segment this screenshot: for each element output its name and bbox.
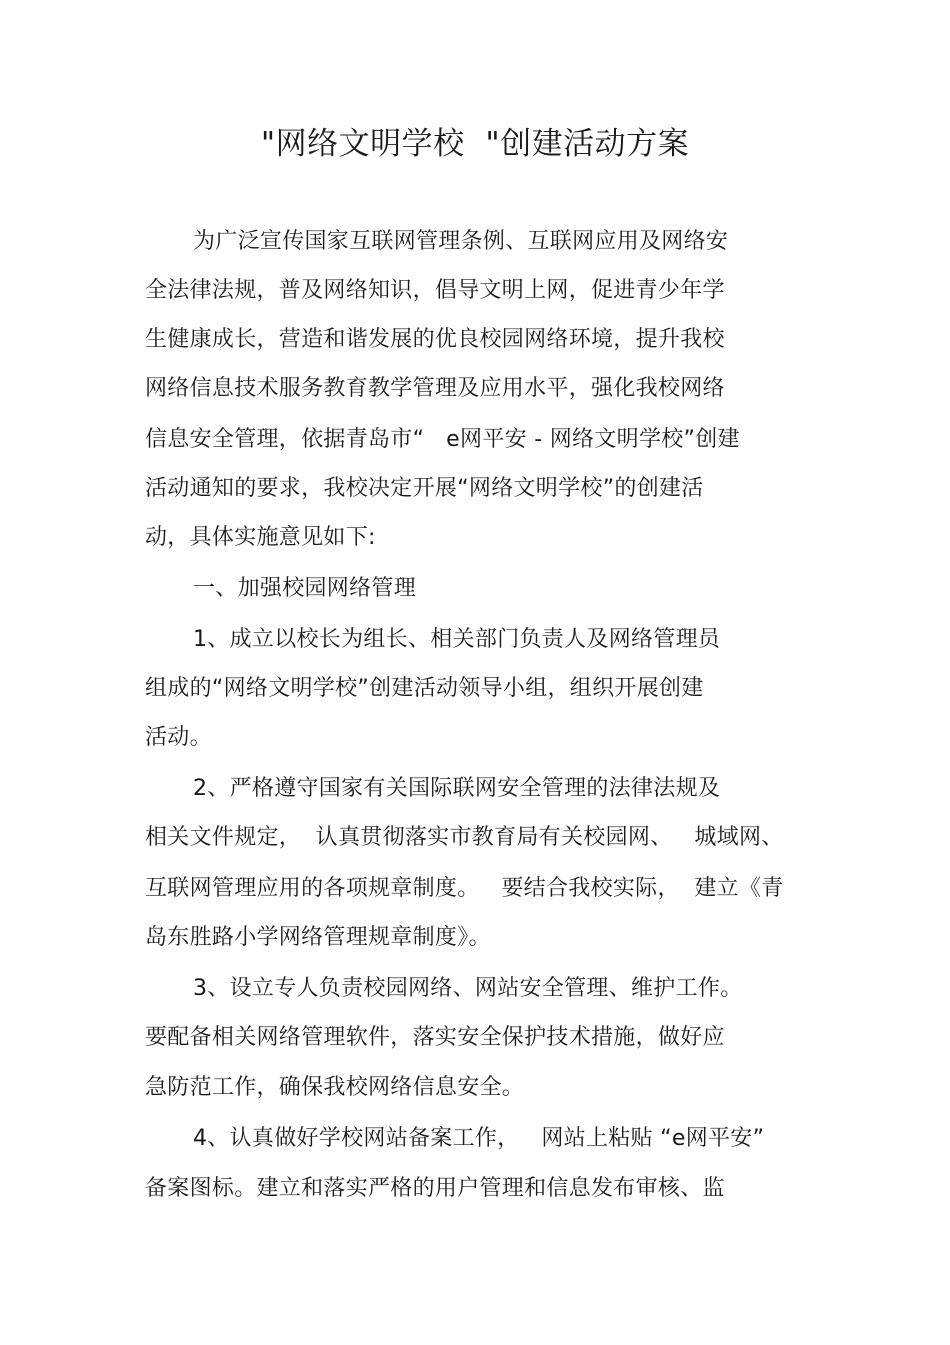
paragraph-line: 生健康成长，营造和谐发展的优良校园网络环境，提升我校 bbox=[145, 327, 725, 352]
paragraph-line: 为广泛宣传国家互联网管理条例、互联网应用及网络安 bbox=[193, 229, 729, 254]
paragraph-line: 全法律法规，普及网络知识，倡导文明上网，促进青少年学 bbox=[145, 278, 725, 303]
paragraph-line: 活动。 bbox=[145, 725, 212, 750]
section-heading: 一、加强校园网络管理 bbox=[193, 576, 417, 601]
paragraph-line: 急防范工作，确保我校网络信息安全。 bbox=[145, 1075, 525, 1100]
paragraph-line: 组成的“网络文明学校”创建活动领导小组，组织开展创建 bbox=[145, 676, 704, 701]
paragraph-line: 互联网管理应用的各项规章制度。 要结合我校实际， 建立《青 bbox=[145, 876, 784, 901]
paragraph-line: 2、严格遵守国家有关国际联网安全管理的法律法规及 bbox=[193, 776, 721, 801]
paragraph-line: 3、设立专人负责校园网络、网站安全管理、维护工作。 bbox=[193, 976, 743, 1001]
paragraph-line: 相关文件规定， 认真贯彻落实市教育局有关校园网、 城域网、 bbox=[145, 825, 784, 850]
paragraph-line: 网络信息技术服务教育教学管理及应用水平，强化我校网络 bbox=[145, 376, 725, 401]
paragraph-line: 信息安全管理，依据青岛市“ e网平安 - 网络文明学校”创建 bbox=[145, 427, 740, 452]
paragraph-line: 1、成立以校长为组长、相关部门负责人及网络管理员 bbox=[193, 627, 721, 652]
paragraph-line: 动，具体实施意见如下: bbox=[145, 525, 376, 550]
paragraph-line: 岛东胜路小学网络管理规章制度》。 bbox=[145, 925, 491, 950]
paragraph-line: 备案图标。建立和落实严格的用户管理和信息发布审核、监 bbox=[145, 1176, 725, 1201]
document-title: "网络文明学校 "创建活动方案 bbox=[260, 126, 690, 162]
paragraph-line: 活动通知的要求，我校决定开展“网络文明学校”的创建活 bbox=[145, 476, 704, 501]
paragraph-line: 要配备相关网络管理软件，落实安全保护技术措施，做好应 bbox=[145, 1025, 725, 1050]
paragraph-line: 4、认真做好学校网站备案工作， 网站上粘贴 “e网平安” bbox=[193, 1126, 765, 1151]
